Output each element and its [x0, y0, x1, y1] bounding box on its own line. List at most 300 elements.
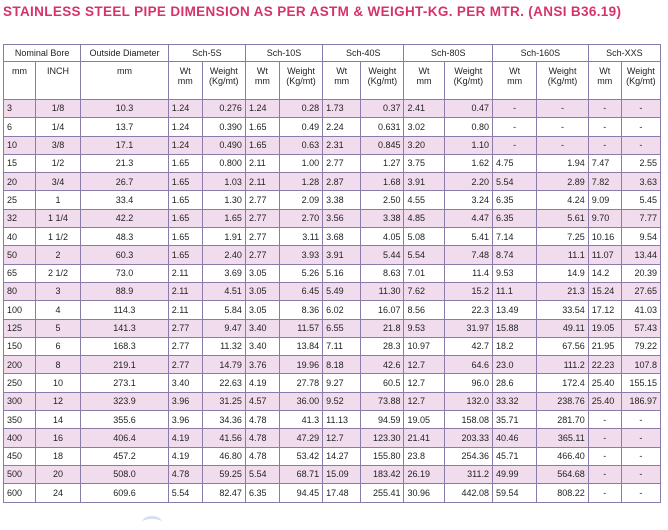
weight-cell: 203.33: [444, 429, 492, 447]
bore-mm-cell: 20: [4, 173, 36, 191]
weight-subheader: [202, 62, 245, 100]
weight-cell: 365.11: [537, 429, 588, 447]
wt-cell: 9.53: [493, 264, 537, 282]
wt-cell: -: [588, 484, 621, 502]
weight-cell: 57.43: [621, 319, 660, 337]
wt-cell: 25.40: [588, 392, 621, 410]
weight-cell: 4.24: [537, 191, 588, 209]
weight-cell: 41.56: [202, 429, 245, 447]
subheader-text: Wt: [418, 66, 430, 76]
wt-cell: 3.76: [245, 356, 279, 374]
wt-cell: 17.48: [323, 484, 361, 502]
wt-cell: 2.77: [245, 209, 279, 227]
wt-cell: 12.7: [404, 392, 444, 410]
wt-subheader: [168, 62, 202, 100]
table-row: [4, 484, 661, 502]
weight-cell: 11.32: [202, 337, 245, 355]
outside-diameter-cell: 73.0: [81, 264, 169, 282]
bore-mm-cell: 25: [4, 191, 36, 209]
weight-cell: 1.10: [444, 136, 492, 154]
pipe-dimension-table: [3, 44, 661, 503]
weight-cell: 49.11: [537, 319, 588, 337]
weight-cell: 3.63: [621, 173, 660, 191]
table-row: [4, 118, 661, 136]
weight-cell: 0.800: [202, 154, 245, 172]
weight-cell: 31.25: [202, 392, 245, 410]
bore-inch-cell: 1/2: [35, 154, 80, 172]
wt-cell: 13.49: [493, 301, 537, 319]
header-row: [4, 45, 661, 62]
bore-inch-cell: 2: [35, 246, 80, 264]
outside-diameter-cell: 17.1: [81, 136, 169, 154]
bore-inch-cell: 3/4: [35, 173, 80, 191]
wt-cell: 1.65: [168, 209, 202, 227]
table-row: [4, 374, 661, 392]
weight-cell: 0.28: [279, 100, 322, 118]
wt-cell: 1.24: [168, 100, 202, 118]
outside-diameter-cell: 21.3: [81, 154, 169, 172]
weight-cell: 8.36: [279, 301, 322, 319]
weight-cell: 46.80: [202, 447, 245, 465]
weight-cell: 34.36: [202, 411, 245, 429]
wt-cell: 19.05: [404, 411, 444, 429]
weight-cell: 5.44: [361, 246, 404, 264]
wt-cell: 7.47: [588, 154, 621, 172]
weight-cell: 33.54: [537, 301, 588, 319]
weight-cell: 22.3: [444, 301, 492, 319]
weight-cell: 111.2: [537, 356, 588, 374]
table-row: [4, 228, 661, 246]
weight-cell: 11.4: [444, 264, 492, 282]
bore-mm-cell: 40: [4, 228, 36, 246]
wt-cell: 30.96: [404, 484, 444, 502]
subheader-text: Weight: [548, 66, 577, 76]
schedule-header: Sch-XXS: [588, 45, 660, 62]
watermark-logo: [142, 516, 162, 529]
weight-cell: 5.84: [202, 301, 245, 319]
wt-subheader: [588, 62, 621, 100]
weight-cell: 64.6: [444, 356, 492, 374]
wt-cell: -: [588, 136, 621, 154]
bore-mm-cell: 80: [4, 282, 36, 300]
wt-cell: 2.11: [168, 301, 202, 319]
wt-cell: 5.16: [323, 264, 361, 282]
weight-cell: 27.78: [279, 374, 322, 392]
wt-cell: 23.8: [404, 447, 444, 465]
weight-cell: -: [621, 447, 660, 465]
weight-cell: 22.63: [202, 374, 245, 392]
outside-diameter-cell: 273.1: [81, 374, 169, 392]
wt-cell: 25.40: [588, 374, 621, 392]
weight-cell: 59.25: [202, 465, 245, 483]
outside-diameter-cell: 48.3: [81, 228, 169, 246]
wt-cell: 3.20: [404, 136, 444, 154]
wt-cell: 7.62: [404, 282, 444, 300]
wt-cell: 4.78: [168, 465, 202, 483]
weight-cell: 0.490: [202, 136, 245, 154]
wt-cell: 2.77: [245, 191, 279, 209]
wt-cell: 1.24: [245, 100, 279, 118]
weight-cell: 79.22: [621, 337, 660, 355]
wt-cell: 3.91: [404, 173, 444, 191]
table-row: [4, 154, 661, 172]
bore-inch-cell: 18: [35, 447, 80, 465]
outside-diameter-cell: 10.3: [81, 100, 169, 118]
bore-inch-cell: 1: [35, 191, 80, 209]
wt-cell: 18.2: [493, 337, 537, 355]
wt-cell: 33.32: [493, 392, 537, 410]
weight-cell: 82.47: [202, 484, 245, 502]
bore-inch-cell: 5: [35, 319, 80, 337]
weight-cell: 0.631: [361, 118, 404, 136]
weight-cell: 94.45: [279, 484, 322, 502]
wt-cell: 11.13: [323, 411, 361, 429]
table-row: [4, 209, 661, 227]
weight-cell: 68.71: [279, 465, 322, 483]
wt-cell: 15.24: [588, 282, 621, 300]
weight-cell: 3.69: [202, 264, 245, 282]
table-row: [4, 264, 661, 282]
subheader-text: Weight: [287, 66, 315, 76]
wt-cell: 4.19: [168, 447, 202, 465]
weight-cell: 21.3: [537, 282, 588, 300]
wt-cell: 3.40: [245, 337, 279, 355]
wt-cell: 1.24: [168, 136, 202, 154]
weight-cell: 0.845: [361, 136, 404, 154]
bore-inch-cell: 1/8: [35, 100, 80, 118]
subheader-text: Weight: [209, 66, 238, 76]
wt-cell: 2.11: [245, 154, 279, 172]
wt-cell: 14.2: [588, 264, 621, 282]
table-row: [4, 392, 661, 410]
weight-cell: 238.76: [537, 392, 588, 410]
wt-cell: -: [588, 447, 621, 465]
outside-diameter-cell: 60.3: [81, 246, 169, 264]
weight-cell: 1.28: [279, 173, 322, 191]
wt-cell: 8.74: [493, 246, 537, 264]
bore-inch-cell: 1 1/4: [35, 209, 80, 227]
bore-inch-cell: 20: [35, 465, 80, 483]
weight-cell: 155.15: [621, 374, 660, 392]
table-row: [4, 337, 661, 355]
weight-cell: -: [537, 100, 588, 118]
weight-cell: -: [621, 100, 660, 118]
wt-subheader: [323, 62, 361, 100]
wt-cell: 7.14: [493, 228, 537, 246]
nominal-bore-header: Nominal Bore: [4, 45, 81, 62]
bore-mm-cell: 3: [4, 100, 36, 118]
wt-cell: 3.05: [245, 282, 279, 300]
weight-cell: 3.38: [361, 209, 404, 227]
wt-cell: 9.09: [588, 191, 621, 209]
subheader-text: (Kg/mt): [367, 76, 398, 87]
wt-cell: 5.49: [323, 282, 361, 300]
bore-inch-cell: 16: [35, 429, 80, 447]
bore-mm-cell: 65: [4, 264, 36, 282]
weight-cell: 94.59: [361, 411, 404, 429]
weight-cell: 0.37: [361, 100, 404, 118]
wt-cell: 2.11: [168, 282, 202, 300]
bore-mm-cell: 600: [4, 484, 36, 502]
wt-subheader: [404, 62, 444, 100]
weight-cell: -: [537, 118, 588, 136]
wt-cell: 12.7: [323, 429, 361, 447]
bore-mm-cell: 300: [4, 392, 36, 410]
weight-cell: 0.80: [444, 118, 492, 136]
weight-cell: 2.20: [444, 173, 492, 191]
wt-cell: 2.77: [245, 228, 279, 246]
wt-cell: 17.12: [588, 301, 621, 319]
wt-cell: 1.24: [168, 118, 202, 136]
weight-cell: 36.00: [279, 392, 322, 410]
weight-cell: 4.51: [202, 282, 245, 300]
weight-cell: 2.50: [361, 191, 404, 209]
weight-subheader: [621, 62, 660, 100]
bore-inch-cell: 14: [35, 411, 80, 429]
weight-cell: 5.45: [621, 191, 660, 209]
weight-cell: 28.3: [361, 337, 404, 355]
subheader-text: (Kg/mt): [626, 76, 656, 87]
wt-cell: 5.54: [404, 246, 444, 264]
weight-cell: 5.26: [279, 264, 322, 282]
weight-cell: 11.1: [537, 246, 588, 264]
weight-cell: 172.4: [537, 374, 588, 392]
wt-cell: 3.68: [323, 228, 361, 246]
wt-cell: 59.54: [493, 484, 537, 502]
weight-cell: 2.40: [202, 246, 245, 264]
weight-subheader: [537, 62, 588, 100]
bore-mm-cell: 500: [4, 465, 36, 483]
bore-mm-cell: 400: [4, 429, 36, 447]
schedule-header: Sch-160S: [493, 45, 589, 62]
wt-cell: -: [493, 100, 537, 118]
weight-cell: 1.65: [202, 209, 245, 227]
wt-cell: 2.11: [168, 264, 202, 282]
weight-cell: 6.45: [279, 282, 322, 300]
subheader-text: (Kg/mt): [547, 76, 578, 87]
outside-diameter-cell: 508.0: [81, 465, 169, 483]
subheader-text: Weight: [368, 66, 397, 76]
subheader-row: [4, 62, 661, 100]
weight-cell: -: [621, 136, 660, 154]
bore-mm-cell: 6: [4, 118, 36, 136]
subheader-text: Wt: [599, 66, 611, 76]
weight-cell: 255.41: [361, 484, 404, 502]
bore-mm-cell: 50: [4, 246, 36, 264]
weight-cell: 60.5: [361, 374, 404, 392]
weight-cell: 281.70: [537, 411, 588, 429]
wt-cell: 3.05: [245, 301, 279, 319]
wt-cell: -: [588, 118, 621, 136]
subheader-text: Weight: [454, 66, 483, 76]
table-row: [4, 356, 661, 374]
wt-cell: 12.7: [404, 356, 444, 374]
outside-diameter-cell: 141.3: [81, 319, 169, 337]
schedule-header: Sch-40S: [323, 45, 404, 62]
bore-mm-cell: 10: [4, 136, 36, 154]
subheader-text: Wt: [336, 66, 348, 76]
weight-cell: 3.93: [279, 246, 322, 264]
weight-cell: 67.56: [537, 337, 588, 355]
weight-cell: 13.84: [279, 337, 322, 355]
weight-cell: 4.05: [361, 228, 404, 246]
wt-cell: 4.78: [245, 411, 279, 429]
weight-cell: 7.25: [537, 228, 588, 246]
wt-cell: 5.54: [245, 465, 279, 483]
bore-inch-cell: 1 1/2: [35, 228, 80, 246]
bore-inch-cell: 10: [35, 374, 80, 392]
bore-mm-cell: 100: [4, 301, 36, 319]
weight-cell: 0.47: [444, 100, 492, 118]
outside-diameter-header: Outside Diameter: [81, 45, 169, 62]
wt-cell: -: [588, 429, 621, 447]
weight-cell: 1.94: [537, 154, 588, 172]
weight-cell: 311.2: [444, 465, 492, 483]
subheader-text: Wt: [256, 66, 268, 76]
outside-diameter-cell: 609.6: [81, 484, 169, 502]
wt-cell: 3.05: [245, 264, 279, 282]
wt-cell: -: [588, 465, 621, 483]
weight-cell: 2.70: [279, 209, 322, 227]
wt-cell: 5.08: [404, 228, 444, 246]
wt-cell: 6.02: [323, 301, 361, 319]
subheader-text: mm: [507, 76, 523, 87]
wt-cell: 7.82: [588, 173, 621, 191]
wt-cell: 6.35: [493, 209, 537, 227]
weight-cell: 186.97: [621, 392, 660, 410]
wt-cell: 14.27: [323, 447, 361, 465]
wt-cell: 9.53: [404, 319, 444, 337]
wt-cell: 11.1: [493, 282, 537, 300]
wt-cell: 49.99: [493, 465, 537, 483]
weight-cell: 13.44: [621, 246, 660, 264]
weight-cell: 183.42: [361, 465, 404, 483]
table-row: [4, 136, 661, 154]
outside-diameter-cell: 88.9: [81, 282, 169, 300]
wt-cell: 6.35: [245, 484, 279, 502]
weight-cell: 21.8: [361, 319, 404, 337]
wt-cell: -: [493, 136, 537, 154]
bore-mm-cell: 250: [4, 374, 36, 392]
bore-inch-cell: 1/4: [35, 118, 80, 136]
wt-cell: 1.65: [245, 136, 279, 154]
wt-cell: 1.65: [168, 191, 202, 209]
weight-cell: 5.61: [537, 209, 588, 227]
weight-subheader: [444, 62, 492, 100]
subheader-text: Wt: [509, 66, 521, 76]
wt-cell: 7.01: [404, 264, 444, 282]
wt-cell: 35.71: [493, 411, 537, 429]
outside-diameter-cell: 323.9: [81, 392, 169, 410]
wt-cell: 12.7: [404, 374, 444, 392]
weight-cell: 31.97: [444, 319, 492, 337]
wt-cell: 4.78: [245, 429, 279, 447]
weight-cell: 53.42: [279, 447, 322, 465]
wt-cell: 26.19: [404, 465, 444, 483]
weight-cell: 1.30: [202, 191, 245, 209]
table-body: [4, 100, 661, 503]
weight-cell: 41.3: [279, 411, 322, 429]
wt-subheader: [493, 62, 537, 100]
wt-cell: 2.77: [168, 337, 202, 355]
wt-cell: 9.27: [323, 374, 361, 392]
wt-cell: -: [588, 411, 621, 429]
weight-cell: -: [537, 136, 588, 154]
wt-cell: 1.73: [323, 100, 361, 118]
wt-cell: 4.57: [245, 392, 279, 410]
weight-cell: 442.08: [444, 484, 492, 502]
weight-cell: 0.390: [202, 118, 245, 136]
wt-cell: 21.95: [588, 337, 621, 355]
wt-cell: 2.41: [404, 100, 444, 118]
outside-diameter-cell: 26.7: [81, 173, 169, 191]
weight-cell: 14.9: [537, 264, 588, 282]
weight-cell: 11.30: [361, 282, 404, 300]
wt-cell: 2.11: [245, 173, 279, 191]
wt-cell: 5.54: [168, 484, 202, 502]
weight-cell: 1.68: [361, 173, 404, 191]
wt-cell: 3.38: [323, 191, 361, 209]
wt-cell: 2.77: [168, 319, 202, 337]
wt-cell: 1.65: [168, 228, 202, 246]
weight-cell: 15.2: [444, 282, 492, 300]
weight-cell: 107.8: [621, 356, 660, 374]
inch-subheader: INCH: [35, 62, 80, 100]
wt-cell: 7.11: [323, 337, 361, 355]
weight-cell: 2.55: [621, 154, 660, 172]
weight-cell: 3.24: [444, 191, 492, 209]
wt-cell: 3.40: [168, 374, 202, 392]
weight-cell: 73.88: [361, 392, 404, 410]
bore-inch-cell: 4: [35, 301, 80, 319]
wt-cell: 1.65: [168, 246, 202, 264]
weight-cell: 16.07: [361, 301, 404, 319]
weight-cell: 14.79: [202, 356, 245, 374]
mm-subheader: mm: [4, 62, 36, 100]
wt-cell: 22.23: [588, 356, 621, 374]
subheader-text: Weight: [626, 66, 655, 76]
weight-cell: 11.57: [279, 319, 322, 337]
wt-cell: 4.75: [493, 154, 537, 172]
bore-inch-cell: 8: [35, 356, 80, 374]
weight-cell: 123.30: [361, 429, 404, 447]
weight-cell: 19.96: [279, 356, 322, 374]
outside-diameter-cell: 13.7: [81, 118, 169, 136]
outside-diameter-cell: 33.4: [81, 191, 169, 209]
wt-cell: 15.09: [323, 465, 361, 483]
wt-cell: 10.97: [404, 337, 444, 355]
wt-cell: 45.71: [493, 447, 537, 465]
wt-cell: 2.77: [168, 356, 202, 374]
weight-cell: 1.27: [361, 154, 404, 172]
subheader-text: mm: [416, 76, 432, 87]
weight-cell: 1.00: [279, 154, 322, 172]
outside-diameter-cell: 168.3: [81, 337, 169, 355]
wt-cell: 3.75: [404, 154, 444, 172]
wt-cell: 3.56: [323, 209, 361, 227]
bore-inch-cell: 12: [35, 392, 80, 410]
wt-cell: 3.96: [168, 411, 202, 429]
bore-mm-cell: 200: [4, 356, 36, 374]
table-row: [4, 173, 661, 191]
wt-cell: 4.19: [168, 429, 202, 447]
table-row: [4, 246, 661, 264]
wt-cell: 6.55: [323, 319, 361, 337]
page-title: STAINLESS STEEL PIPE DIMENSION AS PER ASTM & WEIGHT-KG. PER MTR. (ANSI B36.19): [3, 4, 622, 19]
wt-cell: 2.87: [323, 173, 361, 191]
weight-cell: 7.48: [444, 246, 492, 264]
weight-cell: 9.47: [202, 319, 245, 337]
